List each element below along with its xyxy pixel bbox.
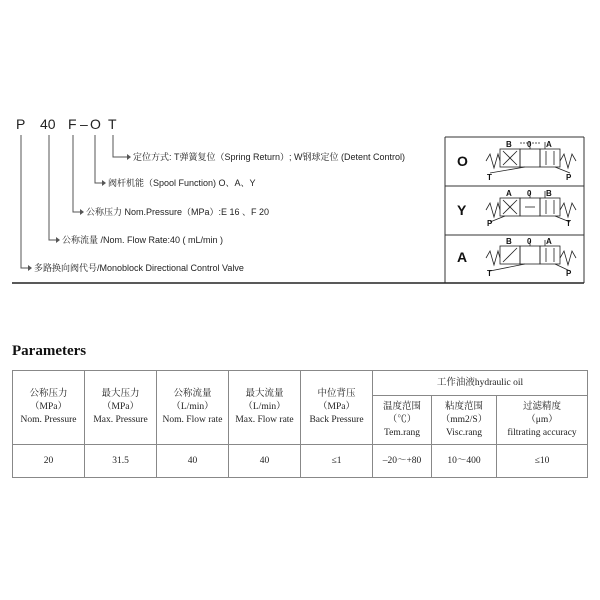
symbol-label-o: O bbox=[457, 153, 468, 169]
svg-text:A: A bbox=[546, 237, 552, 246]
svg-text:P: P bbox=[487, 219, 493, 228]
code-char-f: F bbox=[68, 116, 77, 132]
value-viscosity-range: 10～400 bbox=[432, 445, 497, 478]
leader-positioning bbox=[113, 135, 127, 157]
arrow-pressure bbox=[80, 209, 84, 215]
value-nom-flow: 40 bbox=[157, 445, 229, 478]
header-back-pressure: 中位背压 （MPa） Back Pressure bbox=[301, 371, 373, 445]
symbol-label-y: Y bbox=[457, 202, 467, 218]
leader-code bbox=[21, 135, 28, 268]
value-max-pressure: 31.5 bbox=[85, 445, 157, 478]
value-filtration-accuracy: ≤10 bbox=[497, 445, 588, 478]
svg-text:T: T bbox=[487, 173, 492, 182]
arrow-positioning bbox=[127, 154, 131, 160]
leader-spool bbox=[95, 135, 102, 183]
code-char-t: T bbox=[108, 116, 117, 132]
arrow-spool bbox=[102, 180, 106, 186]
desc-nom-flow: 公称流量 /Nom. Flow Rate:40 ( mL/min ) bbox=[62, 235, 224, 245]
desc-positioning: 定位方式: T弹簧复位（Spring Return）; W钢球定位 (Detent Control) bbox=[133, 152, 406, 162]
code-leader-lines bbox=[21, 135, 127, 268]
desc-spool-function: 阀杆机能（Spool Function) O、A、Y bbox=[108, 178, 256, 188]
leader-flow bbox=[49, 135, 56, 240]
code-char-40: 40 bbox=[40, 116, 56, 132]
svg-text:P: P bbox=[566, 173, 572, 182]
parameters-table bbox=[12, 370, 588, 478]
code-char-p: P bbox=[16, 116, 26, 132]
arrow-code bbox=[28, 265, 32, 271]
parameters-title: Parameters bbox=[12, 343, 87, 359]
value-temperature-range: –20～+80 bbox=[373, 445, 432, 478]
svg-text:B: B bbox=[506, 140, 512, 149]
desc-valve-code: 多路换向阀代号/Monoblock Directional Control Valve bbox=[34, 263, 244, 273]
svg-text:0: 0 bbox=[527, 140, 532, 149]
header-temperature-range: 温度范围 （℃） Tem.rang bbox=[373, 396, 432, 445]
svg-text:T: T bbox=[487, 269, 492, 278]
header-hydraulic-oil: 工作油液hydraulic oil bbox=[373, 371, 588, 396]
symbol-a bbox=[457, 237, 576, 278]
svg-text:B: B bbox=[506, 237, 512, 246]
svg-text:T: T bbox=[566, 219, 571, 228]
symbol-label-a: A bbox=[457, 249, 468, 265]
value-max-flow: 40 bbox=[229, 445, 301, 478]
code-char-o: O bbox=[90, 116, 101, 132]
svg-text:P: P bbox=[566, 269, 572, 278]
header-viscosity-range: 粘度范围 （mm2/S） Visc.rang bbox=[432, 396, 497, 445]
value-nom-pressure: 20 bbox=[13, 445, 85, 478]
svg-text:A: A bbox=[546, 140, 552, 149]
header-max-flow: 最大流量 （L/min） Max. Flow rate bbox=[229, 371, 301, 445]
header-nom-flow: 公称流量 （L/min） Nom. Flow rate bbox=[157, 371, 229, 445]
svg-text:A: A bbox=[506, 189, 512, 198]
svg-text:0: 0 bbox=[527, 189, 532, 198]
code-char-dash: – bbox=[80, 116, 88, 132]
arrow-flow bbox=[56, 237, 60, 243]
header-nom-pressure: 公称压力 （MPa） Nom. Pressure bbox=[13, 371, 85, 445]
svg-text:0: 0 bbox=[527, 237, 532, 246]
value-back-pressure: ≤1 bbox=[301, 445, 373, 478]
header-filtration-accuracy: 过滤精度 （μm） filtrating accuracy bbox=[497, 396, 588, 445]
leader-pressure bbox=[73, 135, 80, 212]
symbol-y bbox=[457, 189, 576, 228]
svg-text:B: B bbox=[546, 189, 552, 198]
desc-nom-pressure: 公称压力 Nom.Pressure（MPa）:E 16 、F 20 bbox=[86, 207, 270, 217]
symbol-o bbox=[457, 140, 576, 182]
header-max-pressure: 最大压力 （MPa） Max. Pressure bbox=[85, 371, 157, 445]
